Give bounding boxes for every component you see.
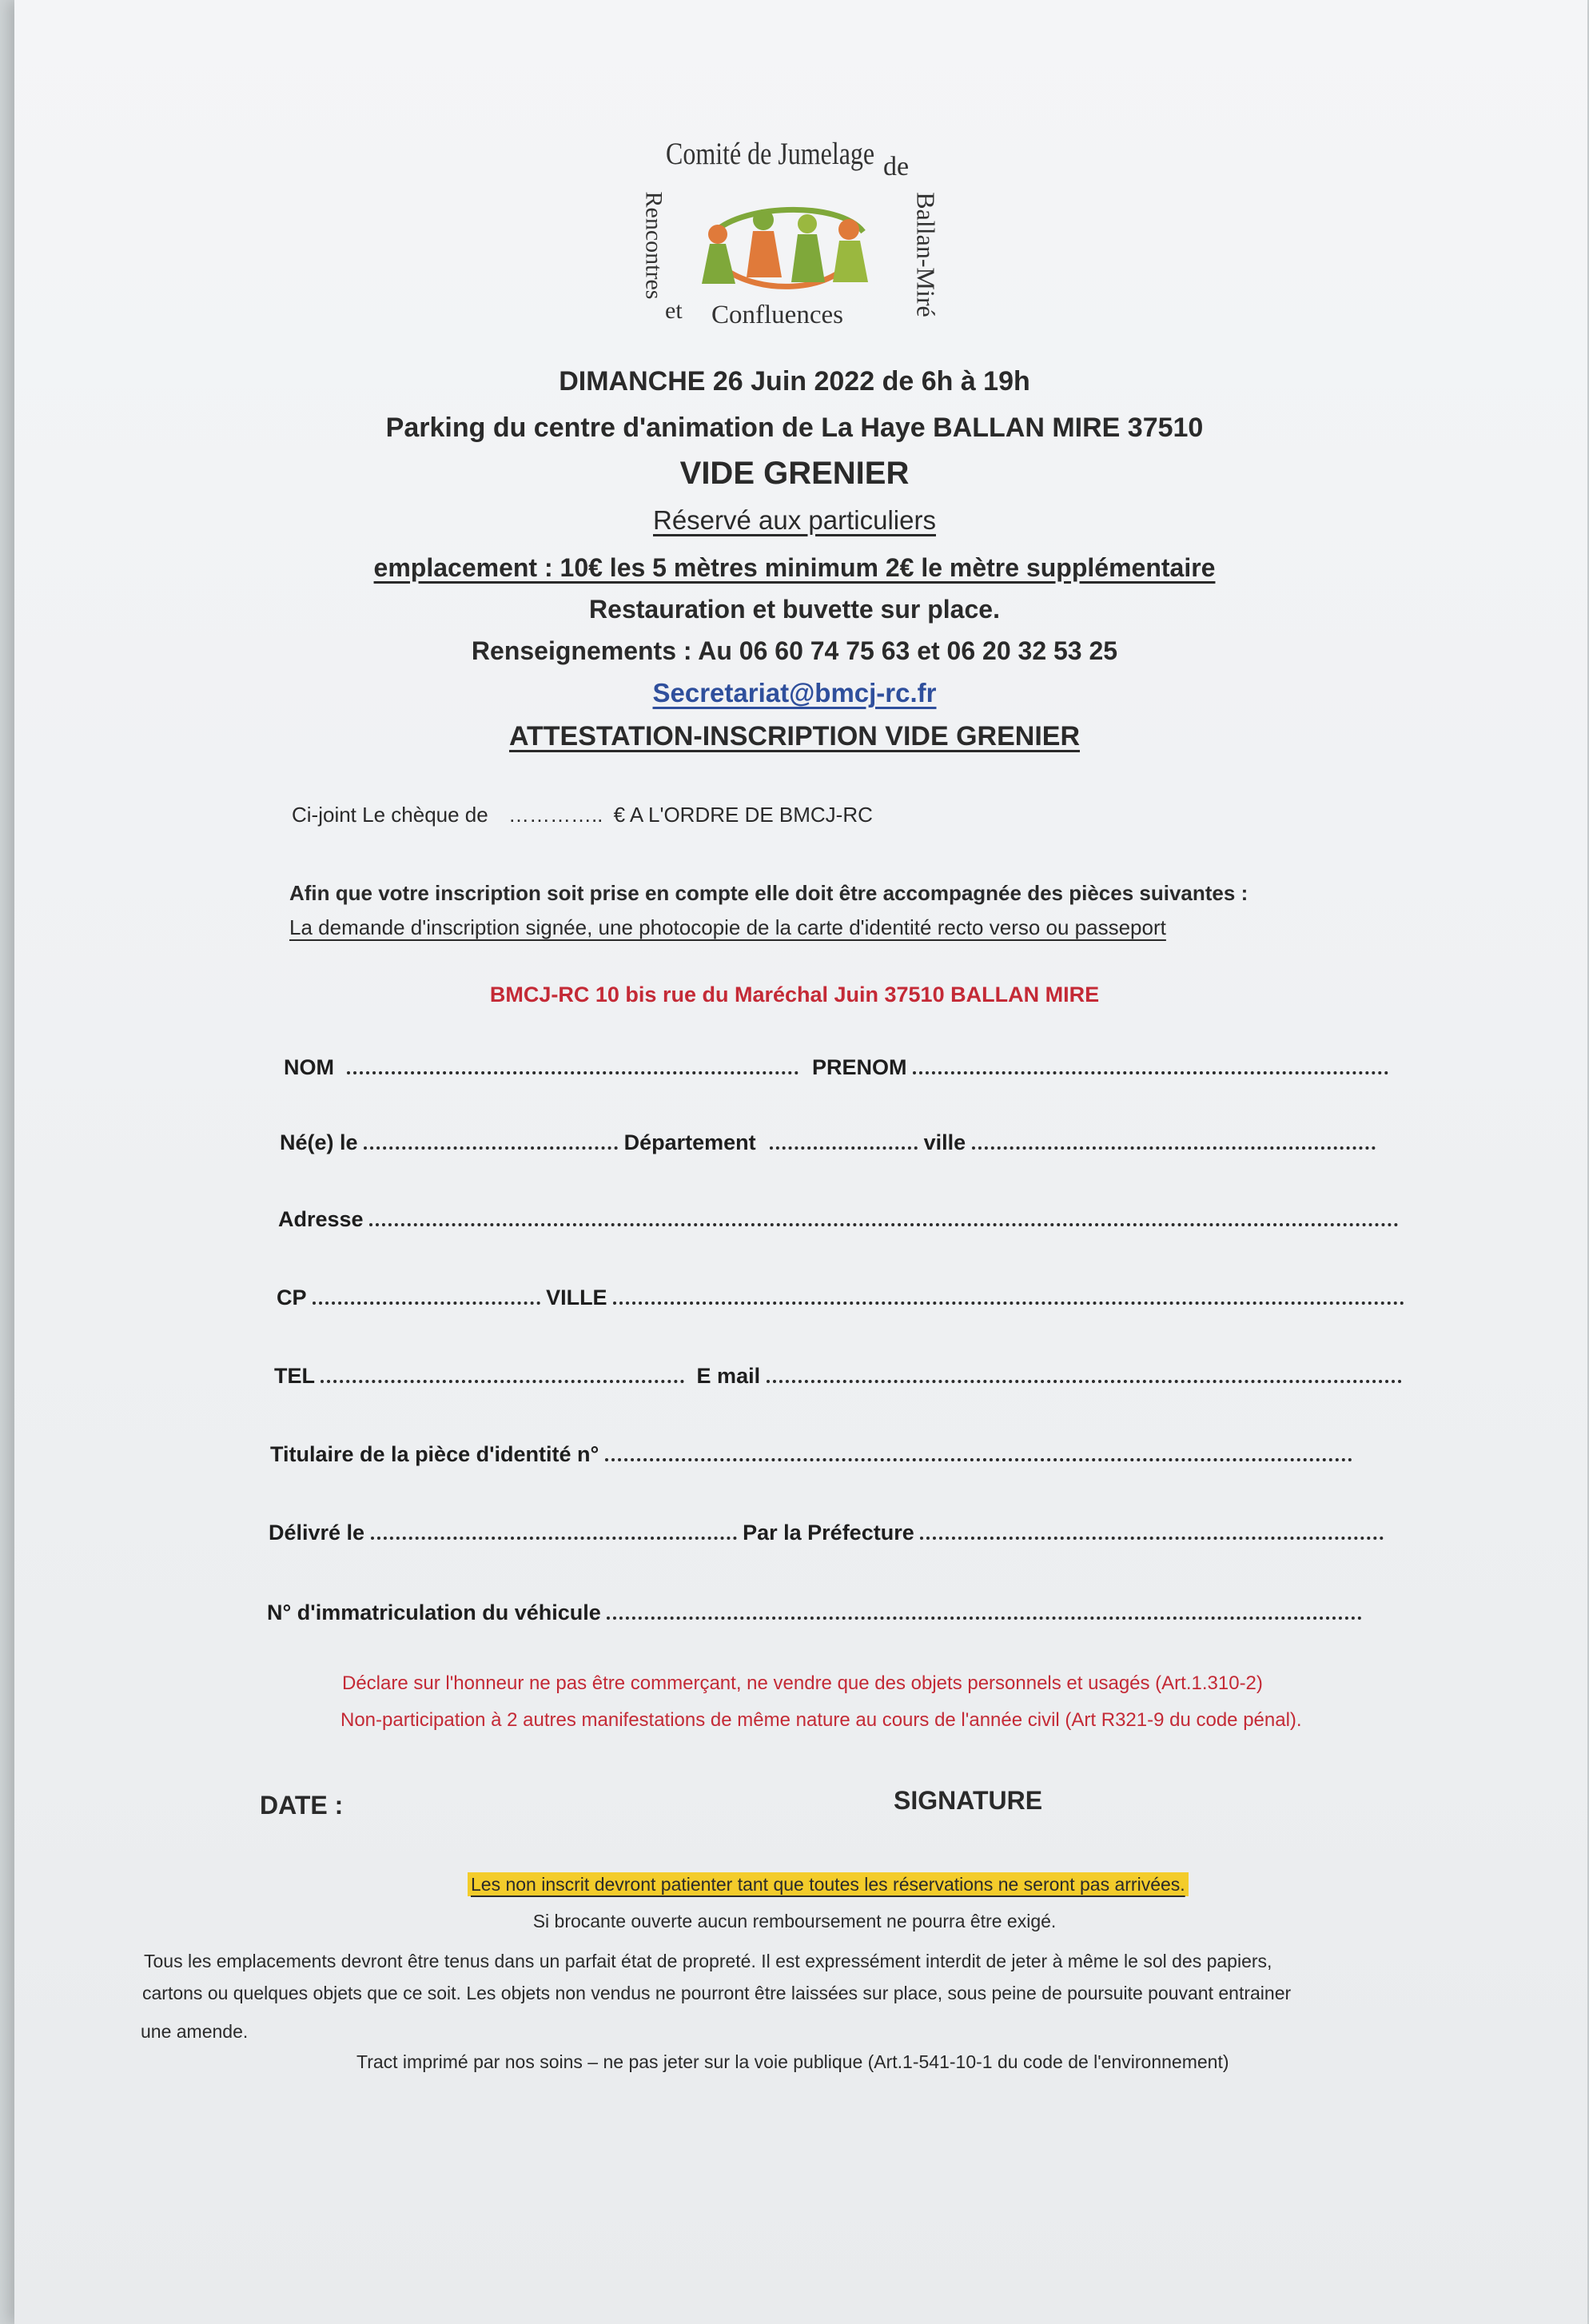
event-date: DIMANCHE 26 Juin 2022 de 6h à 19h [559, 366, 1030, 397]
reserved-note [0, 505, 1589, 536]
footer-highlight [468, 1874, 1189, 1895]
logo-et: et [665, 297, 683, 324]
row-adresse [0, 1206, 1589, 1232]
food-note: Restauration et buvette sur place. [589, 595, 1000, 624]
cheque-amount-blank[interactable]: ………….. [508, 803, 603, 827]
logo [623, 120, 943, 336]
row-delivrance [0, 1519, 1589, 1545]
signature-label: SIGNATURE [894, 1786, 1043, 1815]
ville-field[interactable] [613, 1284, 1404, 1305]
label-nom: NOM [284, 1055, 334, 1079]
row-tel-email [0, 1362, 1589, 1389]
label-cp: CP [277, 1286, 307, 1309]
cheque-line [292, 803, 873, 827]
nom-field[interactable] [347, 1054, 798, 1074]
label-prenom: PRENOM [812, 1055, 907, 1079]
cheque-suffix: € A L'ORDRE DE BMCJ-RC [613, 803, 873, 827]
label-ne-le: Né(e) le [280, 1130, 358, 1154]
footer-rules-3: une amende. [141, 2021, 249, 2042]
label-email: E mail [696, 1364, 761, 1388]
prefecture-field[interactable] [920, 1519, 1384, 1540]
email-field[interactable] [767, 1362, 1402, 1383]
requirements-intro: Afin que votre inscription soit prise en compte elle doit être accompagnée des pièces suivantes : [289, 881, 1248, 905]
paper-sheet [14, 0, 1587, 2324]
footer-tract: Tract imprimé par nos soins – ne pas jeter sur la voie publique (Art.1-541-10-1 du code de l'environnement) [356, 2051, 1229, 2072]
logo-title: Comité de Jumelage [666, 137, 875, 171]
footer-refund: Si brocante ouverte aucun remboursement ne pourra être exigé. [532, 1911, 1057, 1931]
label-departement: Département [623, 1130, 756, 1154]
immat-field[interactable] [607, 1599, 1362, 1620]
contact-phones: Renseignements : Au 06 60 74 75 63 et 06 20 32 53 25 [471, 636, 1118, 665]
birth-city-field[interactable] [972, 1129, 1376, 1150]
pricing [0, 553, 1589, 583]
label-ville-naissance: ville [923, 1130, 966, 1154]
label-adresse: Adresse [278, 1207, 364, 1231]
id-number-field[interactable] [605, 1441, 1352, 1461]
club-address: BMCJ-RC 10 bis rue du Maréchal Juin 37510 BALLAN MIRE [489, 983, 1100, 1007]
departement-field[interactable] [770, 1129, 918, 1150]
requirements-list [289, 915, 1166, 940]
logo-figures-icon [679, 188, 887, 296]
row-nom-prenom [0, 1054, 1589, 1080]
label-tel: TEL [274, 1364, 315, 1388]
form-title-text: ATTESTATION-INSCRIPTION VIDE GRENIER [508, 721, 1081, 751]
row-cp-ville [0, 1284, 1589, 1310]
date-label: DATE : [260, 1791, 344, 1820]
delivery-date-field[interactable] [371, 1519, 737, 1540]
declaration-line-2: Non-participation à 2 autres manifestations de même nature au cours de l'année civil (Art R321-9 du code pénal). [340, 1709, 1302, 1731]
event-title: VIDE GRENIER [679, 456, 910, 491]
logo-de: de [883, 152, 910, 181]
birth-date-field[interactable] [364, 1129, 618, 1150]
prenom-field[interactable] [913, 1054, 1388, 1074]
label-immat: N° d'immatriculation du véhicule [267, 1600, 601, 1624]
requirements-list-text: La demande d'inscription signée, une photocopie de la carte d'identité recto verso ou passeport [289, 915, 1166, 939]
cheque-prefix: Ci-joint Le chèque de [292, 803, 488, 827]
contact-email-row [0, 678, 1589, 708]
adresse-field[interactable] [369, 1206, 1399, 1226]
label-prefecture: Par la Préfecture [743, 1521, 914, 1545]
reserved-text: Réservé aux particuliers [653, 505, 936, 535]
pricing-text: emplacement : 10€ les 5 mètres minimum 2€ le mètre supplémentaire [373, 553, 1216, 582]
declaration-line-1: Déclare sur l'honneur ne pas être commerçant, ne vendre que des objets personnels et usagés (Art.1.310-2) [342, 1672, 1263, 1694]
label-delivre: Délivré le [269, 1521, 365, 1545]
label-ville: VILLE [546, 1286, 607, 1309]
contact-email-link[interactable]: Secretariat@bmcj-rc.fr [652, 678, 937, 708]
logo-ballan-mire: Ballan-Miré [911, 192, 941, 317]
row-immatriculation [0, 1599, 1589, 1625]
logo-confluences: Confluences [711, 301, 843, 329]
footer-rules-1: Tous les emplacements devront être tenus dans un parfait état de propreté. Il est expressément interdit de jeter à même le sol des papiers, [144, 1951, 1272, 1971]
footer-highlight-text: Les non inscrit devront patienter tant que toutes les réservations ne seront pas arrivées. [468, 1872, 1189, 1896]
tel-field[interactable] [321, 1362, 684, 1383]
label-titulaire: Titulaire de la pièce d'identité n° [270, 1442, 599, 1466]
form-title [0, 721, 1589, 752]
footer-rules-2: cartons ou quelques objets que ce soit. Les objets non vendus ne pourront être laissées sur place, sous peine de poursuite pouvant entrainer [142, 1983, 1292, 2003]
row-piece-identite [0, 1441, 1589, 1467]
logo-rencontres: Rencontres [640, 191, 667, 300]
row-naissance [0, 1129, 1589, 1155]
cp-field[interactable] [313, 1284, 540, 1305]
event-location: Parking du centre d'animation de La Haye BALLAN MIRE 37510 [385, 413, 1204, 443]
